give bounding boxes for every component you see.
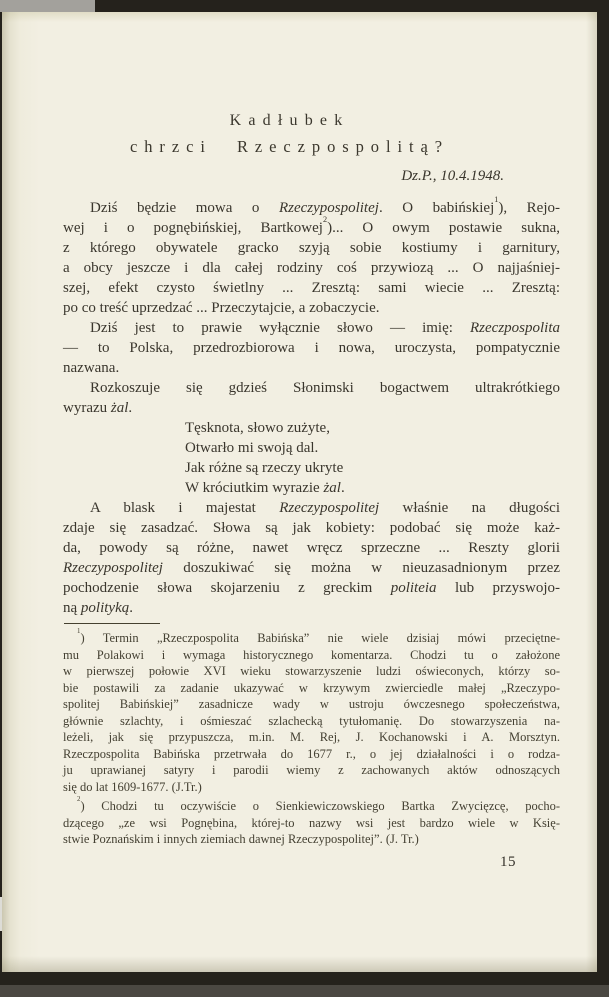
title-line-1: Kadłubek — [229, 112, 350, 129]
paragraph — [63, 498, 560, 618]
text-segment: ju uprawianej satyry i parodii wiemy z zachowanych aktów odnoszących — [63, 763, 560, 777]
text-line — [63, 214, 560, 238]
text-segment: wyrazu — [63, 400, 111, 416]
text-segment: . — [340, 480, 345, 496]
text-line — [185, 458, 560, 478]
text-segment: wej i o pognębińskiej, Bartkowej — [63, 220, 323, 236]
text-line — [63, 298, 560, 318]
page-number: 15 — [500, 853, 516, 870]
text-line — [63, 831, 560, 848]
text-segment: lub przyswojo- — [436, 580, 560, 596]
text-line — [63, 338, 560, 358]
scanner-background-bottom — [0, 985, 609, 997]
text-line — [63, 518, 560, 538]
text-segment: Rozkoszuje się gdzieś Słonimski bogactwem ultrakrótkiego — [90, 380, 560, 396]
text-segment: stwie Poznańskim i innych ziemiach dawnej Rzeczypospolitej”. (J. Tr.) — [63, 832, 419, 846]
text-line — [63, 258, 560, 278]
text-line — [185, 418, 560, 438]
text-segment: po co treść uprzedzać ... Przeczytajcie, a zobaczycie. — [63, 300, 380, 316]
text-line — [63, 729, 560, 746]
text-line — [185, 438, 560, 458]
footnote-reference: 1 — [77, 628, 81, 636]
text-segment: )... O owym postawie sukna, — [327, 220, 560, 236]
text-line — [63, 713, 560, 730]
text-line — [63, 798, 560, 815]
text-segment: Tęsknota, słowo zużyte, — [185, 420, 330, 436]
text-line — [63, 680, 560, 697]
text-segment: właśnie na długości — [379, 500, 560, 516]
text-segment: z którego obywatele gracko szyją sobie kostiumy i garnitury, — [63, 240, 560, 256]
dateline: Dz.P., 10.4.1948. — [401, 168, 504, 184]
text-segment: szej, efekt czysto świetlny ... Zresztą: sami wiecie ... Zresztą: — [63, 280, 560, 296]
text-segment: Dziś będzie mowa o — [90, 200, 279, 216]
text-segment: Otwarło mi swoją dal. — [185, 440, 319, 456]
text-segment: — to Polska, przedrozbiorowa i nowa, uroczysta, pompatycznie — [63, 340, 560, 356]
italic-text: żal — [110, 400, 129, 416]
paragraph — [63, 318, 560, 378]
text-segment: . O babińskiej — [378, 200, 495, 216]
text-segment: da, powody są różne, nawet wręcz sprzeczne ... Reszty glorii — [63, 540, 560, 556]
text-line — [63, 358, 560, 378]
text-segment: mu Polakowi i wymaga historycznego komentarza. Chodzi tu o założone — [63, 647, 560, 662]
body-text — [63, 194, 560, 618]
text-segment: . — [129, 600, 133, 616]
text-line — [63, 538, 560, 558]
text-line — [63, 696, 560, 713]
footnote — [63, 798, 560, 848]
text-line — [63, 378, 560, 398]
text-line — [63, 398, 560, 418]
poem — [185, 418, 560, 498]
text-segment: pochodzenie słowa skojarzeniu z greckim — [63, 580, 391, 596]
italic-text: Rzeczypospolitej — [279, 500, 380, 516]
text-line — [63, 779, 560, 796]
text-segment: w pierwszej połowie XVI wieku stowarzyszenie ludzi oświeconych, którzy so- — [63, 664, 560, 678]
text-line — [63, 663, 560, 680]
text-line — [63, 558, 560, 578]
text-segment: dzącego „ze wsi Pognębina, której-to nazwy wsi jest bardzo wiele w Księ- — [63, 815, 560, 830]
scanner-background-strip — [0, 0, 95, 12]
text-segment: ną — [63, 600, 81, 616]
text-column — [63, 12, 560, 871]
text-line — [63, 578, 560, 598]
footnote-separator — [64, 623, 160, 624]
text-segment: się do lat 1609-1677. (J.Tr.) — [63, 779, 202, 794]
text-segment: ) Chodzi tu oczywiście o Sienkiewiczowskiego Bartka Zwycięzcę, pocho- — [80, 799, 560, 813]
text-segment: . — [128, 400, 133, 416]
text-segment: W króciutkim wyrazie — [185, 480, 324, 496]
footnote-reference: 2 — [322, 214, 328, 224]
title-line-2: chrzci Rzeczpospolitą? — [129, 137, 450, 156]
footnote-reference: 2 — [77, 796, 81, 804]
text-line — [63, 194, 560, 218]
text-line — [63, 318, 560, 338]
footnote — [63, 630, 560, 795]
text-line — [185, 478, 560, 498]
italic-text: żal — [323, 480, 341, 496]
text-line — [63, 278, 560, 298]
text-segment: Rzeczpospolita Babińska przetrwała do 1677 r., o jej działalności i o rodza- — [63, 746, 560, 761]
text-line — [63, 746, 560, 763]
book-page — [2, 12, 597, 972]
text-line — [63, 647, 560, 664]
text-segment: zdaje się zasadzać. Słowa są jak kobiety: podobać się może każ- — [63, 520, 560, 536]
text-segment: Dziś jest to prawie wyłącznie słowo — imię: — [90, 320, 470, 336]
italic-text: Rzeczypospolitej — [63, 560, 163, 576]
text-line — [63, 598, 560, 618]
text-line — [63, 498, 560, 518]
text-segment: ), Rejo- — [498, 200, 560, 216]
text-segment: leżeli, jak się przypuszcza, m.in. M. Rej, J. Kochanowski i A. Morsztyn. — [63, 730, 560, 744]
text-segment: ) Termin „Rzeczpospolita Babińska” nie wiele dzisiaj mówi przeciętne- — [80, 631, 560, 645]
italic-text: polityką — [80, 600, 130, 616]
text-line — [63, 238, 560, 258]
text-segment: a obcy jeszcze i dla całej rodziny coś przywiozą ... O najjaśniej- — [63, 260, 560, 276]
italic-text: Rzeczypospolitej — [278, 200, 379, 216]
footnote-reference: 1 — [494, 194, 499, 204]
text-line — [63, 815, 560, 832]
footnotes — [63, 630, 560, 848]
italic-text: Rzeczpospolita — [470, 320, 560, 336]
page-title — [41, 108, 538, 160]
paragraph — [63, 378, 560, 418]
text-segment: bie postawili za zadanie ukazywać w krzywym zwierciedle małej „Rzeczypo- — [63, 680, 560, 695]
italic-text: politeia — [390, 580, 437, 596]
text-segment: spolitej Babińskiej” zasadnicze wady w ustroju ówczesnego społeczeństwa, — [63, 697, 560, 711]
text-segment: doszukiwać się można w nieuzasadnionym przez — [162, 560, 560, 576]
text-segment: nazwana. — [63, 360, 120, 376]
text-segment: Jak różne są rzeczy ukryte — [185, 460, 344, 476]
text-line — [63, 762, 560, 779]
text-segment: A blask i majestat — [90, 500, 280, 516]
text-segment: głównie szlachty, i ośmieszać szlachecką tytułomanię. Do stowarzyszenia na- — [63, 713, 560, 728]
text-line — [63, 630, 560, 647]
paragraph — [63, 194, 560, 318]
